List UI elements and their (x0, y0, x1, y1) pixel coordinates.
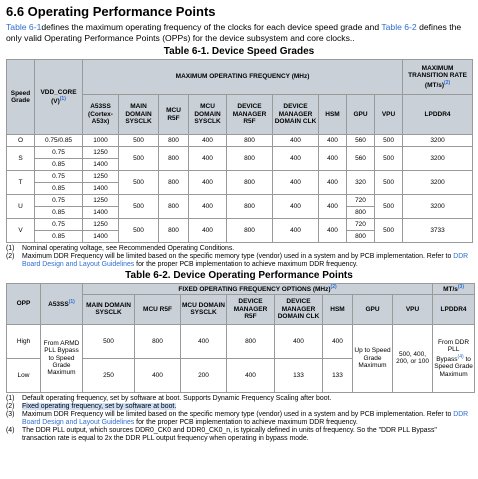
column-header: DEVICE MANAGER DOMAIN CLK (275, 294, 323, 324)
footnote (6, 411, 472, 427)
cell-vdd-core: 0.75 (35, 147, 83, 159)
cell-dm-domain-clk: 400 (273, 147, 319, 171)
cell-gpu: 800 (347, 231, 375, 243)
cell-speed-grade: O (7, 135, 35, 147)
column-header: MCU DOMAIN SYSCLK (181, 294, 227, 324)
cell-gpu-range: Up to Speed Grade Maximum (353, 324, 393, 392)
cell-dm-domain-clk: 400 (273, 171, 319, 195)
document-page (6, 4, 472, 443)
header-vdd-core: VDD_CORE $(V)^{(1)}$ (35, 60, 83, 135)
cell-main-sysclk: 500 (119, 147, 159, 171)
cell-mcu-domain: 400 (181, 324, 227, 358)
table-2-caption: Table 6-2. Device Operating Performance Points (125, 270, 353, 282)
cell-opp: Low (7, 358, 41, 392)
footnote-text (22, 403, 472, 411)
footnote-body: Maximum DDR Frequency will be limited based on the specific memory type (vendor) used in a system and by PCB implementation. Refer to (22, 411, 454, 419)
cell-speed-grade: U (7, 195, 35, 219)
cell-dm-r5f: 800 (227, 171, 273, 195)
cell-dm-r5f: 800 (227, 324, 275, 358)
cell-lpddr4-range: From DDR PLL Bypass$^{(4)}$ to Speed Grade Maximum (433, 324, 475, 392)
cell-gpu: 560 (347, 135, 375, 147)
footnote-text (22, 245, 472, 253)
section-title: 6.6 Operating Performance Points (6, 4, 216, 19)
footnote (6, 427, 472, 443)
footnote-number: (1) (6, 245, 15, 252)
cell-mcu-r5f: 800 (135, 324, 181, 358)
cell-hsm: 400 (319, 135, 347, 147)
cell-dm-domain-clk: 400 (275, 324, 323, 358)
footnote-number: (2) (6, 402, 15, 410)
footnote-text (22, 253, 472, 269)
column-header: MCU R5F (135, 294, 181, 324)
cell-dm-r5f: 800 (227, 147, 273, 171)
header-max-transition-rate: MAXIMUM TRANSITION RATE $(MT/s)^{(2)}$ (403, 60, 473, 95)
cell-hsm: 400 (319, 171, 347, 195)
cell-a53ss: 1400 (83, 231, 119, 243)
cell-a53ss-range: From ARMD PLL Bypass to Speed Grade Maximum (41, 324, 83, 392)
column-header: HSM (319, 95, 347, 135)
cell-a53ss: 1250 (83, 195, 119, 207)
cell-dm-domain-clk: 400 (273, 135, 319, 147)
footnote-text (22, 411, 472, 427)
cell-gpu: 720 (347, 219, 375, 231)
cell-main-sysclk: 500 (83, 324, 135, 358)
cell-main-sysclk: 500 (119, 219, 159, 243)
table-row (7, 171, 473, 183)
table-row (7, 135, 473, 147)
table-1-caption: Table 6-1. Device Speed Grades (163, 46, 315, 57)
cell-vpu: 500 (375, 171, 403, 195)
cell-mcu-domain: 400 (189, 195, 227, 219)
cell-vpu-options: 500, 400, 200, or 100 (393, 324, 433, 392)
cell-vpu: 500 (375, 135, 403, 147)
header-opp: OPP (7, 284, 41, 325)
column-header: A53SS (Cortex-A53x) (83, 95, 119, 135)
cell-a53ss: 1250 (83, 171, 119, 183)
cell-hsm: 133 (323, 358, 353, 392)
cell-a53ss: 1400 (83, 183, 119, 195)
cell-mcu-r5f: 800 (159, 195, 189, 219)
cell-vdd-core: 0.85 (35, 207, 83, 219)
cell-lpddr4: 3200 (403, 171, 473, 195)
cell-dm-domain-clk: 400 (273, 219, 319, 243)
cell-dm-domain-clk: 400 (273, 195, 319, 219)
cell-hsm: 400 (319, 147, 347, 171)
column-header: VPU (375, 95, 403, 135)
table-6-1-link[interactable]: Table 6-1 (6, 22, 42, 32)
cell-vdd-core: 0.85 (35, 231, 83, 243)
footnote-body: Nominal operating voltage, see Recommended Operating Conditions. (22, 245, 235, 252)
column-header: LPDDR4 (433, 294, 475, 324)
cell-lpddr4: 3200 (403, 147, 473, 171)
footnote-text (22, 427, 472, 443)
intro-text-1: defines the maximum operating frequency of the clocks for each device speed grade and (41, 22, 382, 32)
footnote-body: Default operating frequency, set by software at boot. Supports Dynamic Frequency Scaling after boot. (22, 394, 332, 402)
cell-mcu-domain: 400 (189, 219, 227, 243)
ddr-guidelines-link[interactable]: DDR Board Design and Layout Guidelines (22, 411, 469, 427)
column-header: MAIN DOMAIN SYSCLK (119, 95, 159, 135)
column-header: DEVICE MANAGER R5F (227, 95, 273, 135)
footnote-body: Fixed operating frequency, set by software at boot. (22, 402, 177, 410)
cell-main-sysclk: 500 (119, 135, 159, 147)
cell-dm-domain-clk: 133 (275, 358, 323, 392)
cell-a53ss: 1250 (83, 147, 119, 159)
cell-mcu-r5f: 400 (135, 358, 181, 392)
cell-main-sysclk: 250 (83, 358, 135, 392)
cell-hsm: 400 (319, 219, 347, 243)
cell-a53ss: 1000 (83, 135, 119, 147)
header-max-frequency: MAXIMUM OPERATING FREQUENCY (MHz) (83, 60, 403, 95)
cell-a53ss: 1400 (83, 207, 119, 219)
cell-mcu-domain: 400 (189, 171, 227, 195)
footnote-number: (3) (6, 411, 15, 419)
cell-vpu: 500 (375, 195, 403, 219)
cell-hsm: 400 (319, 195, 347, 219)
cell-mcu-r5f: 800 (159, 147, 189, 171)
column-header: MCU R5F (159, 95, 189, 135)
footnote-number: (2) (6, 253, 15, 261)
table-row (7, 219, 473, 231)
cell-dm-r5f: 800 (227, 219, 273, 243)
cell-vdd-core: 0.85 (35, 183, 83, 195)
cell-mcu-r5f: 800 (159, 171, 189, 195)
table-row (7, 147, 473, 159)
cell-mcu-domain: 400 (189, 147, 227, 171)
table-2-notes (6, 395, 472, 444)
cell-vpu: 500 (375, 219, 403, 243)
intro-text-2: defines the only valid Operating Performance Points (OPPs) for the device subsystem and core clocks.. (6, 22, 462, 43)
cell-gpu: 560 (347, 147, 375, 171)
cell-vdd-core: 0.75 (35, 219, 83, 231)
column-header: HSM (323, 294, 353, 324)
cell-a53ss: 1400 (83, 159, 119, 171)
cell-gpu: 800 (347, 207, 375, 219)
cell-vpu: 500 (375, 147, 403, 171)
footnote-text (22, 395, 472, 403)
header-a53ss: A53SS$^{(1)}$ (41, 284, 83, 325)
column-header: GPU (347, 95, 375, 135)
cell-vdd-core: 0.75/0.85 (35, 135, 83, 147)
footnote-body: The DDR PLL output, which sources DDR0_CK0 and DDR0_CK0_n, is typically defined in units of frequency. So the "DDR PLL Bypass" transaction rate is equal to 2x the DDR PLL output frequency when operating in bypass mode. (22, 427, 437, 443)
footnote-body: Maximum DDR Frequency will be limited based on the specific memory type (vendor) used in a system and by PCB implementation. Refer to (22, 253, 454, 261)
cell-opp: High (7, 324, 41, 358)
column-header: DEVICE MANAGER DOMAIN CLK (273, 95, 319, 135)
column-header: VPU (393, 294, 433, 324)
cell-mcu-domain: 200 (181, 358, 227, 392)
intro-paragraph (6, 22, 472, 44)
cell-dm-r5f: 800 (227, 135, 273, 147)
cell-a53ss: 1250 (83, 219, 119, 231)
table-1-notes (6, 245, 472, 269)
footnote (6, 245, 472, 253)
footnote-number: (1) (6, 394, 15, 402)
column-header: LPDDR4 (403, 95, 473, 135)
cell-dm-r5f: 400 (227, 358, 275, 392)
cell-mcu-r5f: 800 (159, 135, 189, 147)
cell-main-sysclk: 500 (119, 171, 159, 195)
cell-gpu: 720 (347, 195, 375, 207)
table-row (7, 195, 473, 207)
header-fixed-frequency: FIXED OPERATING FREQUENCY OPTIONS (MHz)$^{(2)}$ (83, 284, 433, 295)
cell-vdd-core: 0.85 (35, 159, 83, 171)
cell-speed-grade: V (7, 219, 35, 243)
cell-lpddr4: 3200 (403, 195, 473, 219)
cell-lpddr4: 3200 (403, 135, 473, 147)
cell-mcu-r5f: 800 (159, 219, 189, 243)
cell-vdd-core: 0.75 (35, 171, 83, 183)
header-mts: $MT/s^{(3)}$ (433, 284, 475, 295)
column-header: DEVICE MANAGER R5F (227, 294, 275, 324)
opp-table (6, 283, 475, 393)
table-row (7, 324, 475, 358)
cell-gpu: 320 (347, 171, 375, 195)
cell-vdd-core: 0.75 (35, 195, 83, 207)
column-header: GPU (353, 294, 393, 324)
cell-lpddr4: 3733 (403, 219, 473, 243)
cell-hsm: 400 (323, 324, 353, 358)
speed-grades-table (6, 59, 473, 243)
cell-mcu-domain: 400 (189, 135, 227, 147)
column-header: MCU DOMAIN SYSCLK (189, 95, 227, 135)
footnote (6, 403, 472, 411)
cell-main-sysclk: 500 (119, 195, 159, 219)
footnote-number: (4) (6, 427, 15, 435)
header-speed-grade: Speed Grade (7, 60, 35, 135)
footnote (6, 253, 472, 269)
column-header: MAIN DOMAIN SYSCLK (83, 294, 135, 324)
footnote-body: for the proper PCB implementation to achieve maximum DDR frequency. (134, 419, 358, 427)
footnote (6, 395, 472, 403)
table-6-2-link[interactable]: Table 6-2 (381, 22, 417, 32)
footnote-body: for the proper PCB implementation to achieve maximum DDR frequency. (134, 261, 358, 269)
cell-dm-r5f: 800 (227, 195, 273, 219)
cell-speed-grade: T (7, 171, 35, 195)
ddr-guidelines-link[interactable]: DDR Board Design and Layout Guidelines (22, 253, 469, 269)
cell-speed-grade: S (7, 147, 35, 171)
